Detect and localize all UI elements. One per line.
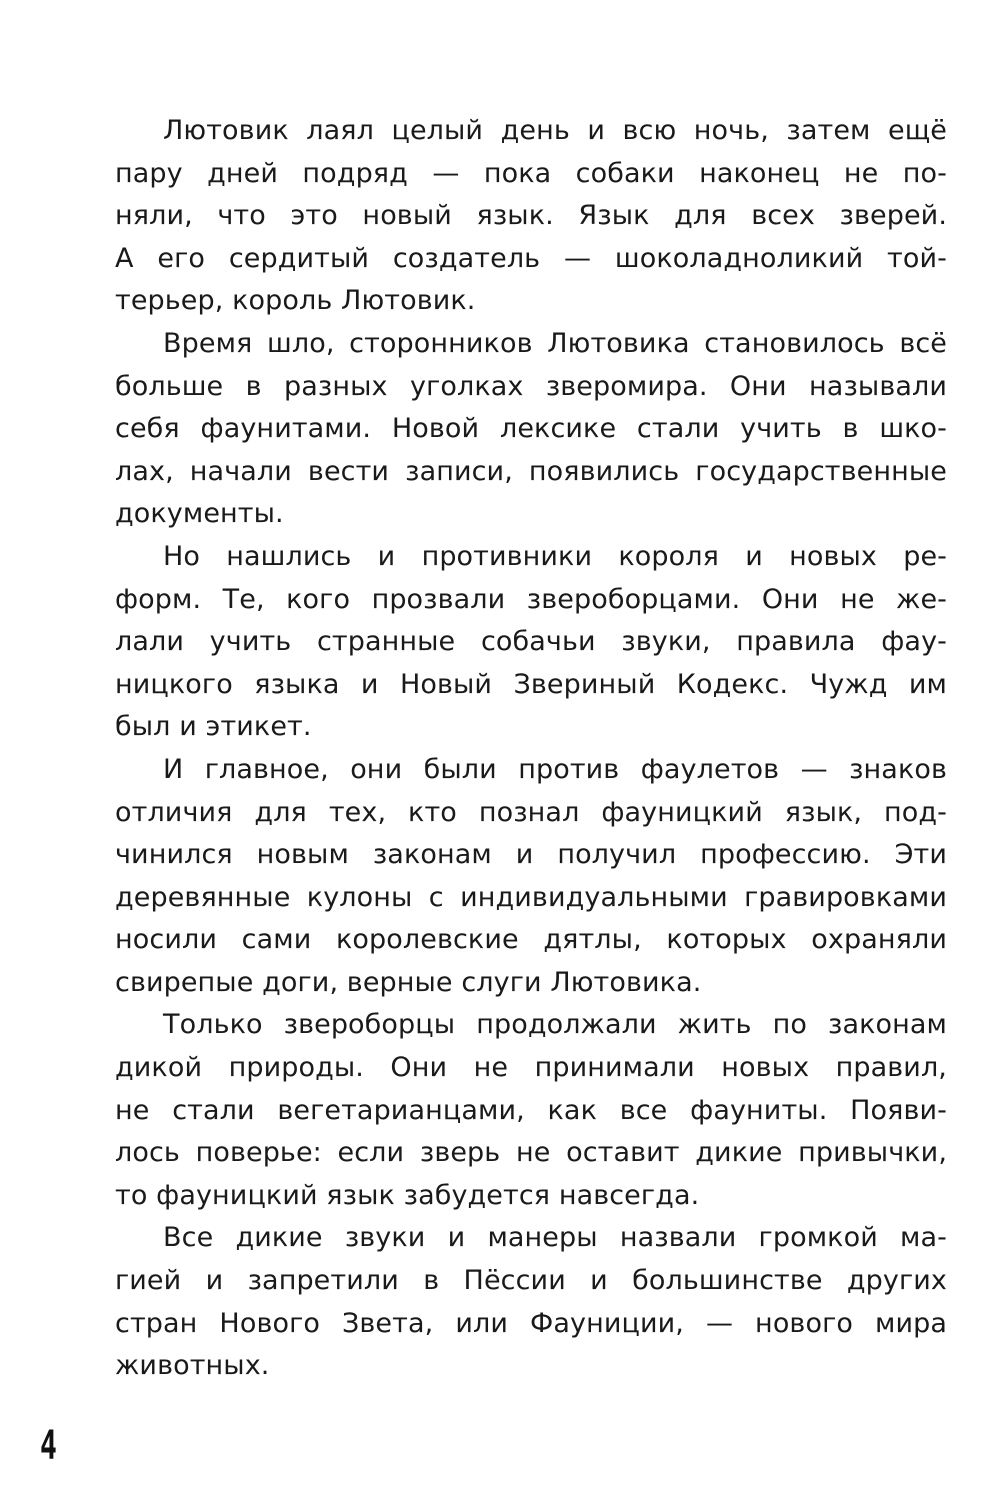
text-line: Только звероборцы продолжали жить по законам — [163, 1009, 947, 1041]
paragraph-3 — [115, 536, 947, 749]
page-text — [115, 110, 947, 1388]
paragraph-1 — [115, 110, 947, 323]
text-line: форм. Те, кого прозвали звероборцами. Они не же- — [115, 583, 947, 615]
text-line: терьер, король Лютовик. — [115, 285, 476, 317]
text-line: был и этикет. — [115, 711, 312, 743]
text-line: документы. — [115, 498, 284, 530]
text-line: стран Нового Звета, или Фауниции, — нового мира — [115, 1307, 947, 1339]
page-number: 4 — [40, 1423, 57, 1469]
text-line: чинился новым законам и получил профессию. Эти — [115, 839, 947, 871]
paragraph-2 — [115, 323, 947, 536]
paragraph-4 — [115, 749, 947, 1005]
text-line: няли, что это новый язык. Язык для всех зверей. — [115, 200, 947, 232]
text-line: лось поверье: если зверь не оставит дикие привычки, — [115, 1137, 947, 1169]
text-line: животных. — [115, 1350, 270, 1382]
text-line: Но нашлись и противники короля и новых ре- — [163, 540, 947, 572]
text-line: дикой природы. Они не принимали новых правил, — [115, 1052, 947, 1084]
text-line: Время шло, сторонников Лютовика становилось всё — [163, 327, 947, 359]
text-line: Лютовик лаял целый день и всю ночь, затем ещё — [163, 115, 947, 146]
text-line: то фауницкий язык забудется навсегда. — [115, 1179, 700, 1211]
text-line: не стали вегетарианцами, как все фауниты. Появи- — [115, 1094, 947, 1126]
text-line: гией и запретили в Пёссии и большинстве других — [115, 1265, 947, 1297]
text-line: И главное, они были против фаулетов — знаков — [163, 753, 947, 785]
text-line: отличия для тех, кто познал фауницкий язык, под- — [115, 796, 947, 828]
text-line: ницкого языка и Новый Звериный Кодекс. Чужд им — [115, 668, 947, 700]
paragraph-6 — [115, 1217, 947, 1387]
text-line: лах, начали вести записи, появились государственные — [115, 455, 947, 487]
text-line: деревянные кулоны с индивидуальными гравировками — [115, 881, 947, 913]
text-line: пару дней подряд — пока собаки наконец не по- — [115, 157, 947, 189]
paragraph-5 — [115, 1004, 947, 1217]
text-line: свирепые доги, верные слуги Лютовика. — [115, 966, 702, 998]
text-line: себя фаунитами. Новой лексике стали учить в шко- — [115, 413, 947, 445]
text-line: А его сердитый создатель — шоколадноликий той- — [115, 242, 947, 274]
text-line: лали учить странные собачьи звуки, правила фау- — [115, 626, 947, 658]
text-line: носили сами королевские дятлы, которых охраняли — [115, 924, 947, 956]
text-line: Все дикие звуки и манеры назвали громкой ма- — [163, 1222, 947, 1254]
text-line: больше в разных уголках зверомира. Они называли — [115, 370, 947, 402]
